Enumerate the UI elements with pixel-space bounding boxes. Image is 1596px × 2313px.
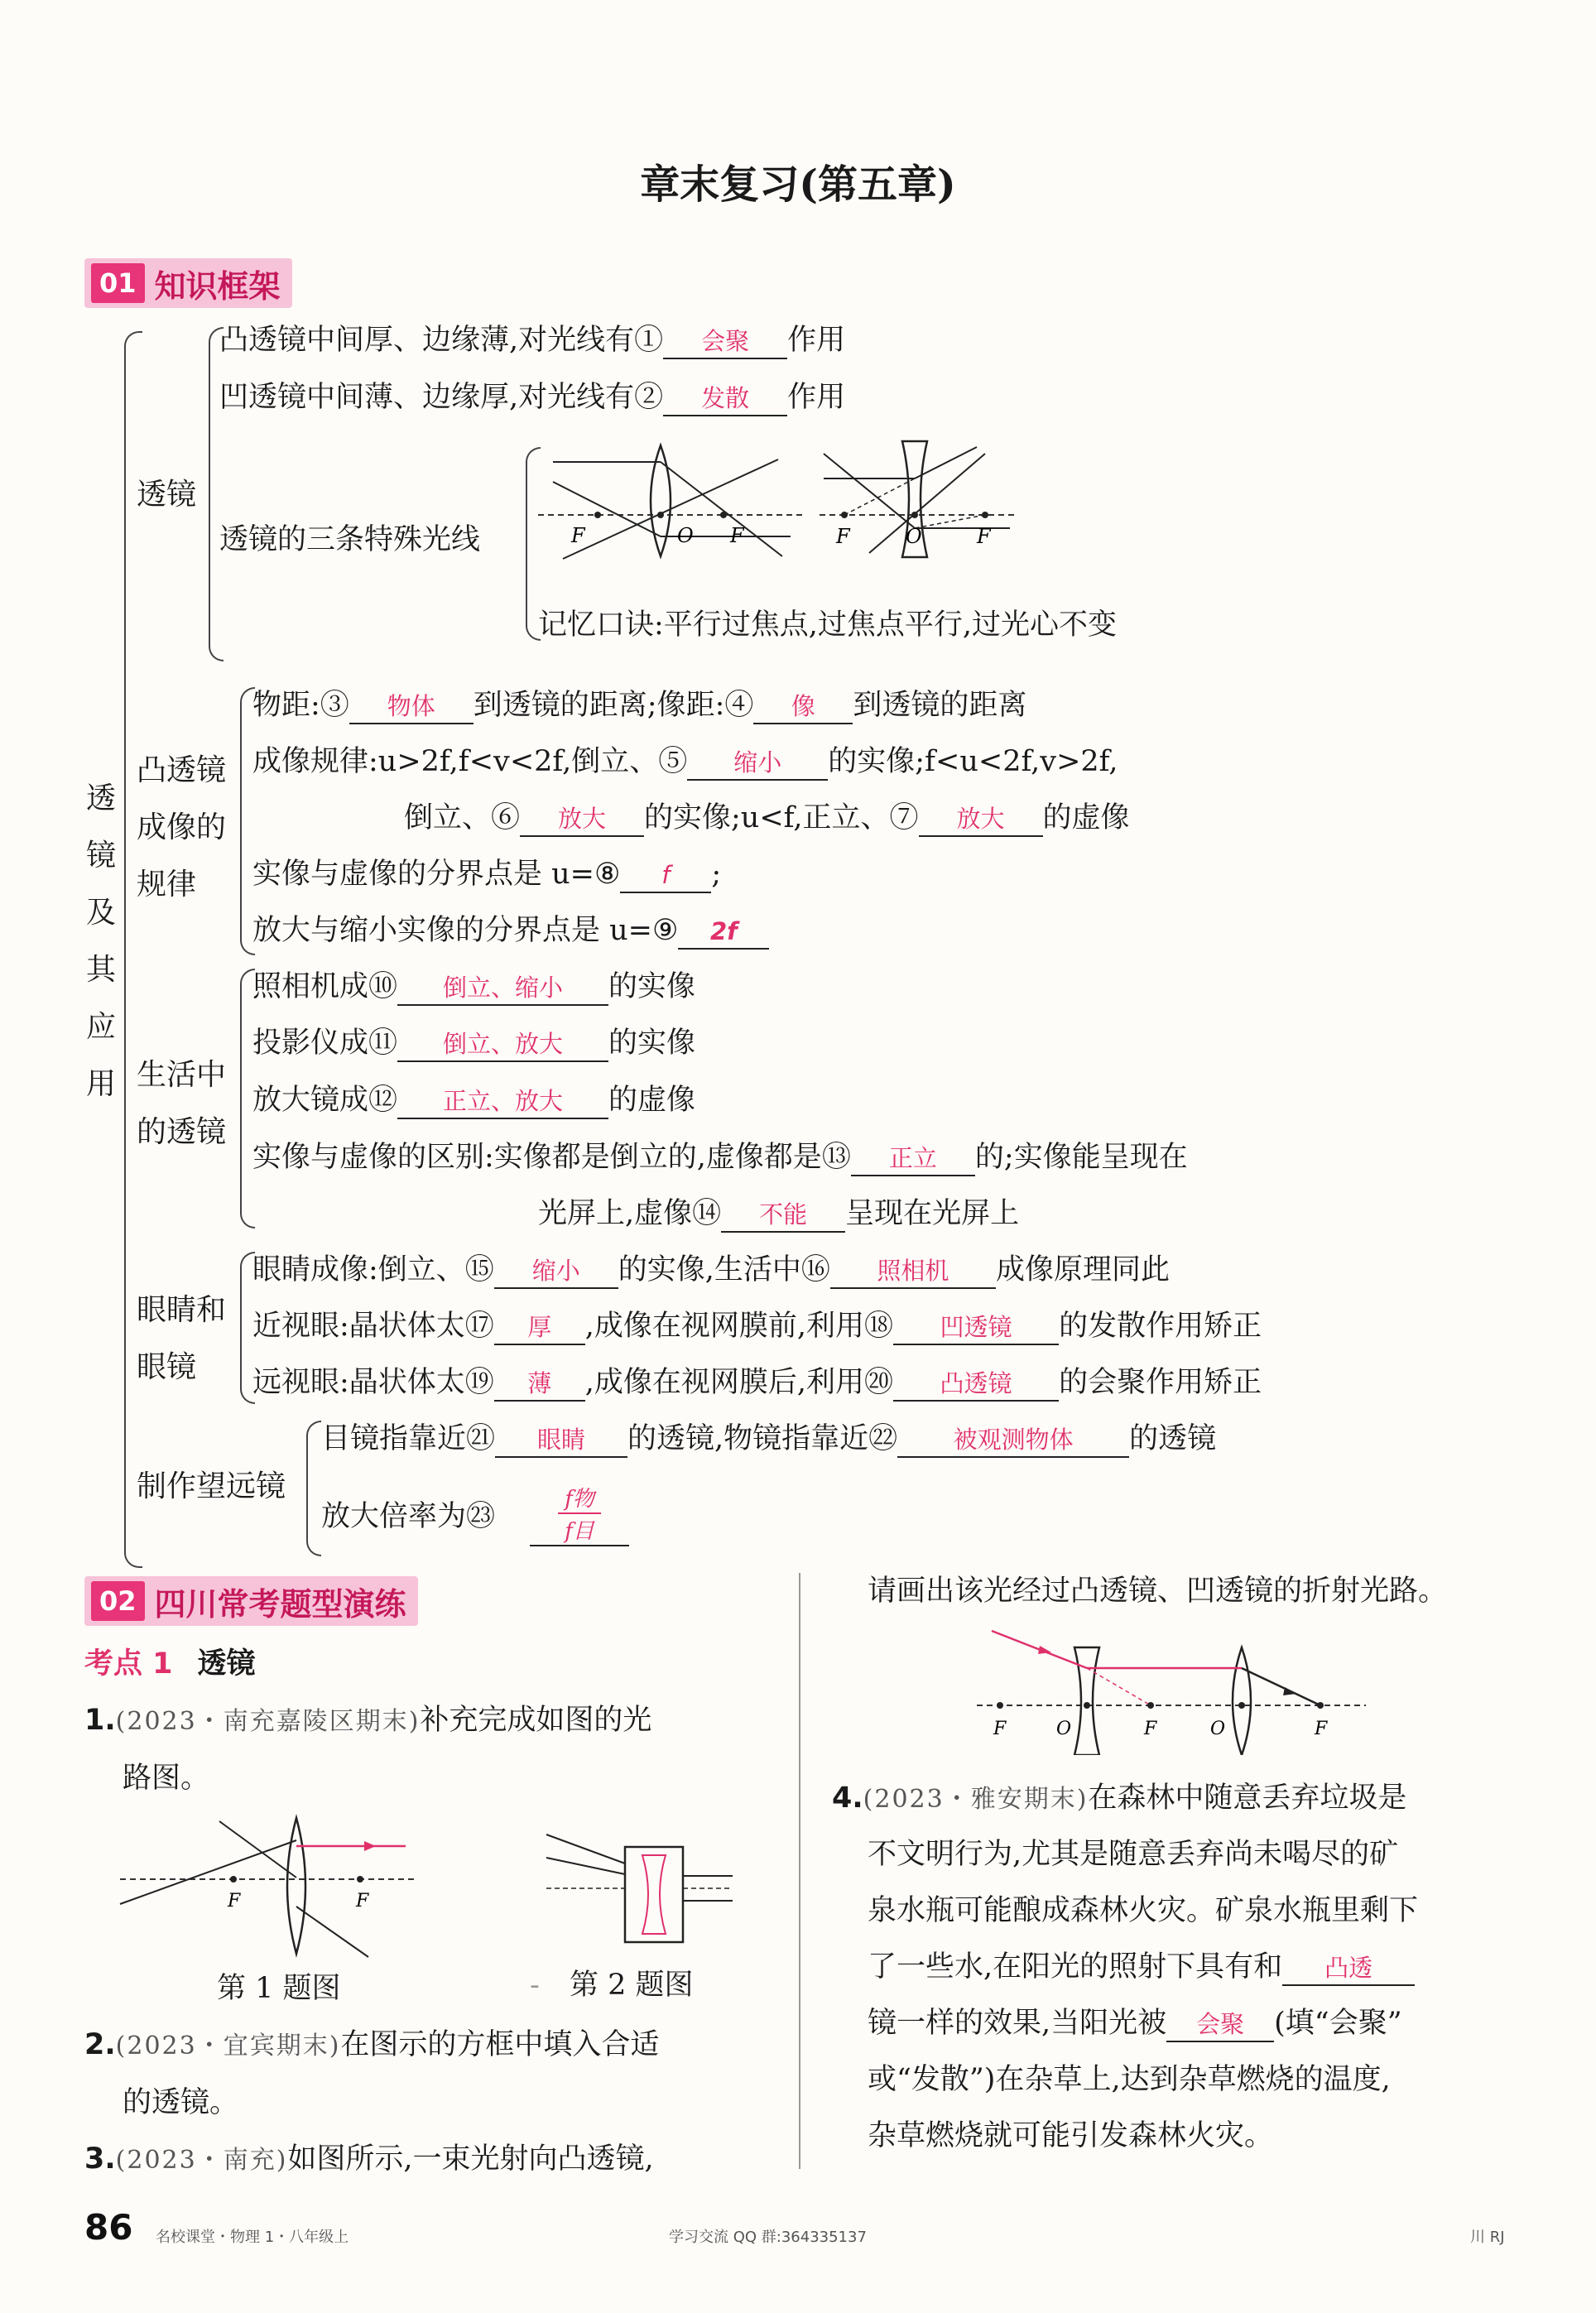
section-title: 四川常考题型演练 [154, 1584, 406, 1623]
question-1: 1.(2023・南充嘉陵区期末)补充完成如图的光 [84, 1704, 652, 1737]
label-f: F [571, 524, 585, 547]
eye-line-1: 眼睛成像:倒立、⑮ 缩小 的实像,生活中⑯ 照相机 成像原理同此 [252, 1252, 1170, 1289]
question-3-line-2: 请画出该光经过凸透镜、凹透镜的折射光路。 [868, 1575, 1448, 1608]
question-4-line-7: 杂草燃烧就可能引发森林火灾。 [868, 2119, 1274, 2152]
label-o: O [1056, 1719, 1072, 1739]
label-o: O [677, 524, 694, 547]
root-char: 透 [85, 781, 116, 815]
imaging-label: 凸透镜 成像的 规律 [137, 753, 227, 902]
imaging-line-3: 倒立、⑥ 放大 的实像;u<f,正立、⑦ 放大 的虚像 [404, 800, 1130, 837]
root-char: 其 [85, 953, 116, 987]
telescope-line-1: 目镜指靠近㉑ 眼睛 的透镜,物镜指靠近㉒ 被观测物体 的透镜 [321, 1421, 1216, 1458]
telescope-label: 制作望远镜 [137, 1469, 286, 1503]
root-char: 及 [85, 896, 116, 930]
question-4-line-2: 不文明行为,尤其是随意丢弃尚未喝尽的矿 [868, 1838, 1399, 1871]
answer-1: 会聚 [663, 325, 787, 359]
page-number: 86 [84, 2207, 133, 2248]
column-divider [799, 1573, 800, 2169]
answer-23-fraction: f物 f目 [530, 1482, 629, 1546]
rays-label: 透镜的三条特殊光线 [219, 523, 481, 556]
edition: 川 RJ [1470, 2229, 1505, 2246]
question-4: 4.(2023・雅安期末)在森林中随意丢弃垃圾是 [832, 1782, 1407, 1815]
figure-1-caption: 第 1 题图 [217, 1972, 341, 2005]
life-line-2: 投影仪成⑪ 倒立、放大 的实像 [252, 1025, 695, 1062]
root-char: 用 [85, 1067, 116, 1101]
convex-rays-diagram [538, 439, 803, 563]
imaging-line-4: 实像与虚像的分界点是 u=⑧ f ; [252, 856, 721, 893]
qq-group: 学习交流 QQ 群:364335137 [669, 2229, 867, 2246]
eye-line-3: 远视眼:晶状体太⑲ 薄 ,成像在视网膜后,利用⑳ 凸透镜 的会聚作用矫正 [252, 1364, 1262, 1402]
mnemonic: 记忆口诀:平行过焦点,过焦点平行,过光心不变 [538, 608, 1118, 642]
question-1-figure [116, 1811, 414, 1977]
label-o: O [1210, 1719, 1226, 1739]
root-label [83, 770, 119, 1113]
question-3-figure [977, 1623, 1366, 1755]
concave-rays-diagram [820, 437, 1018, 561]
root-char: 应 [85, 1010, 116, 1044]
label-f: F [977, 525, 991, 548]
imaging-line-2: 成像规律:u>2f,f<v<2f,倒立、⑤ 缩小 的实像;f<u<2f,v>2f, [252, 743, 1118, 781]
lens-line-convex: 凸透镜中间厚、边缘薄,对光线有① 会聚 作用 [219, 322, 845, 359]
page-title: 章末复习(第五章) [640, 161, 956, 208]
life-line-1: 照相机成⑩ 倒立、缩小 的实像 [252, 969, 695, 1006]
question-2: 2.(2023・宜宾期末)在图示的方框中填入合适 [84, 2028, 660, 2061]
question-3: 3.(2023・南充)如图所示,一束光射向凸透镜, [84, 2142, 654, 2176]
label-f: F [1144, 1719, 1157, 1739]
eye-line-2: 近视眼:晶状体太⑰ 厚 ,成像在视网膜前,利用⑱ 凹透镜 的发散作用矫正 [252, 1308, 1262, 1345]
lens-brace [209, 327, 224, 661]
label-f: F [730, 524, 744, 547]
life-line-3: 放大镜成⑫ 正立、放大 的虚像 [252, 1082, 695, 1119]
question-1-line-2: 路图。 [123, 1762, 210, 1795]
question-2-figure [530, 1818, 737, 1950]
book-name: 名校课堂・物理 1・八年级上 [156, 2229, 349, 2246]
telescope-line-2: 放大倍率为㉓ [321, 1500, 496, 1533]
label-f: F [1315, 1719, 1328, 1739]
eye-label: 眼睛和 眼镜 [137, 1293, 227, 1384]
life-line-4: 实像与虚像的区别:实像都是倒立的,虚像都是⑬ 正立 的;实像能呈现在 [252, 1139, 1188, 1176]
lens-line-concave: 凹透镜中间薄、边缘厚,对光线有② 发散 作用 [219, 379, 845, 416]
label-f: F [993, 1719, 1007, 1739]
section-number: 01 [91, 263, 145, 303]
figure-2-caption: 第 2 题图 [570, 1969, 694, 2002]
imaging-line-1: 物距:③ 物体 到透镜的距离;像距:④ 像 到透镜的距离 [252, 687, 1026, 724]
life-label: 生活中 的透镜 [137, 1058, 227, 1149]
question-4-line-6: 或“发散”)在杂草上,达到杂草燃烧的温度, [868, 2063, 1391, 2096]
key-point-1: 考点 1 透镜 [84, 1647, 256, 1681]
label-f: F [228, 1891, 241, 1911]
question-2-line-2: 的透镜。 [123, 2086, 239, 2119]
imaging-line-5: 放大与缩小实像的分界点是 u=⑨ 2f [252, 912, 769, 950]
question-4-line-5: 镜一样的效果,当阳光被 会聚 (填“会聚” [868, 2005, 1402, 2042]
answer-2: 发散 [663, 382, 787, 416]
telescope-brace [306, 1421, 321, 1556]
question-4-line-4: 了一些水,在阳光的照射下具有和 凸透 [868, 1949, 1415, 1986]
life-line-5: 光屏上,虚像⑭ 不能 呈现在光屏上 [538, 1195, 1019, 1233]
figure-2-dash: - [530, 1969, 540, 2002]
label-f: F [356, 1891, 369, 1911]
section-number: 02 [91, 1581, 145, 1621]
lens-label: 透镜 [137, 478, 197, 512]
section-title: 知识框架 [154, 267, 281, 305]
question-4-line-3: 泉水瓶可能酿成森林火灾。矿泉水瓶里剩下 [868, 1894, 1419, 1927]
label-f: F [836, 525, 850, 548]
label-o: O [906, 525, 922, 548]
section-badge-01 [84, 258, 292, 308]
section-badge-02 [84, 1576, 418, 1626]
root-char: 镜 [85, 839, 116, 873]
